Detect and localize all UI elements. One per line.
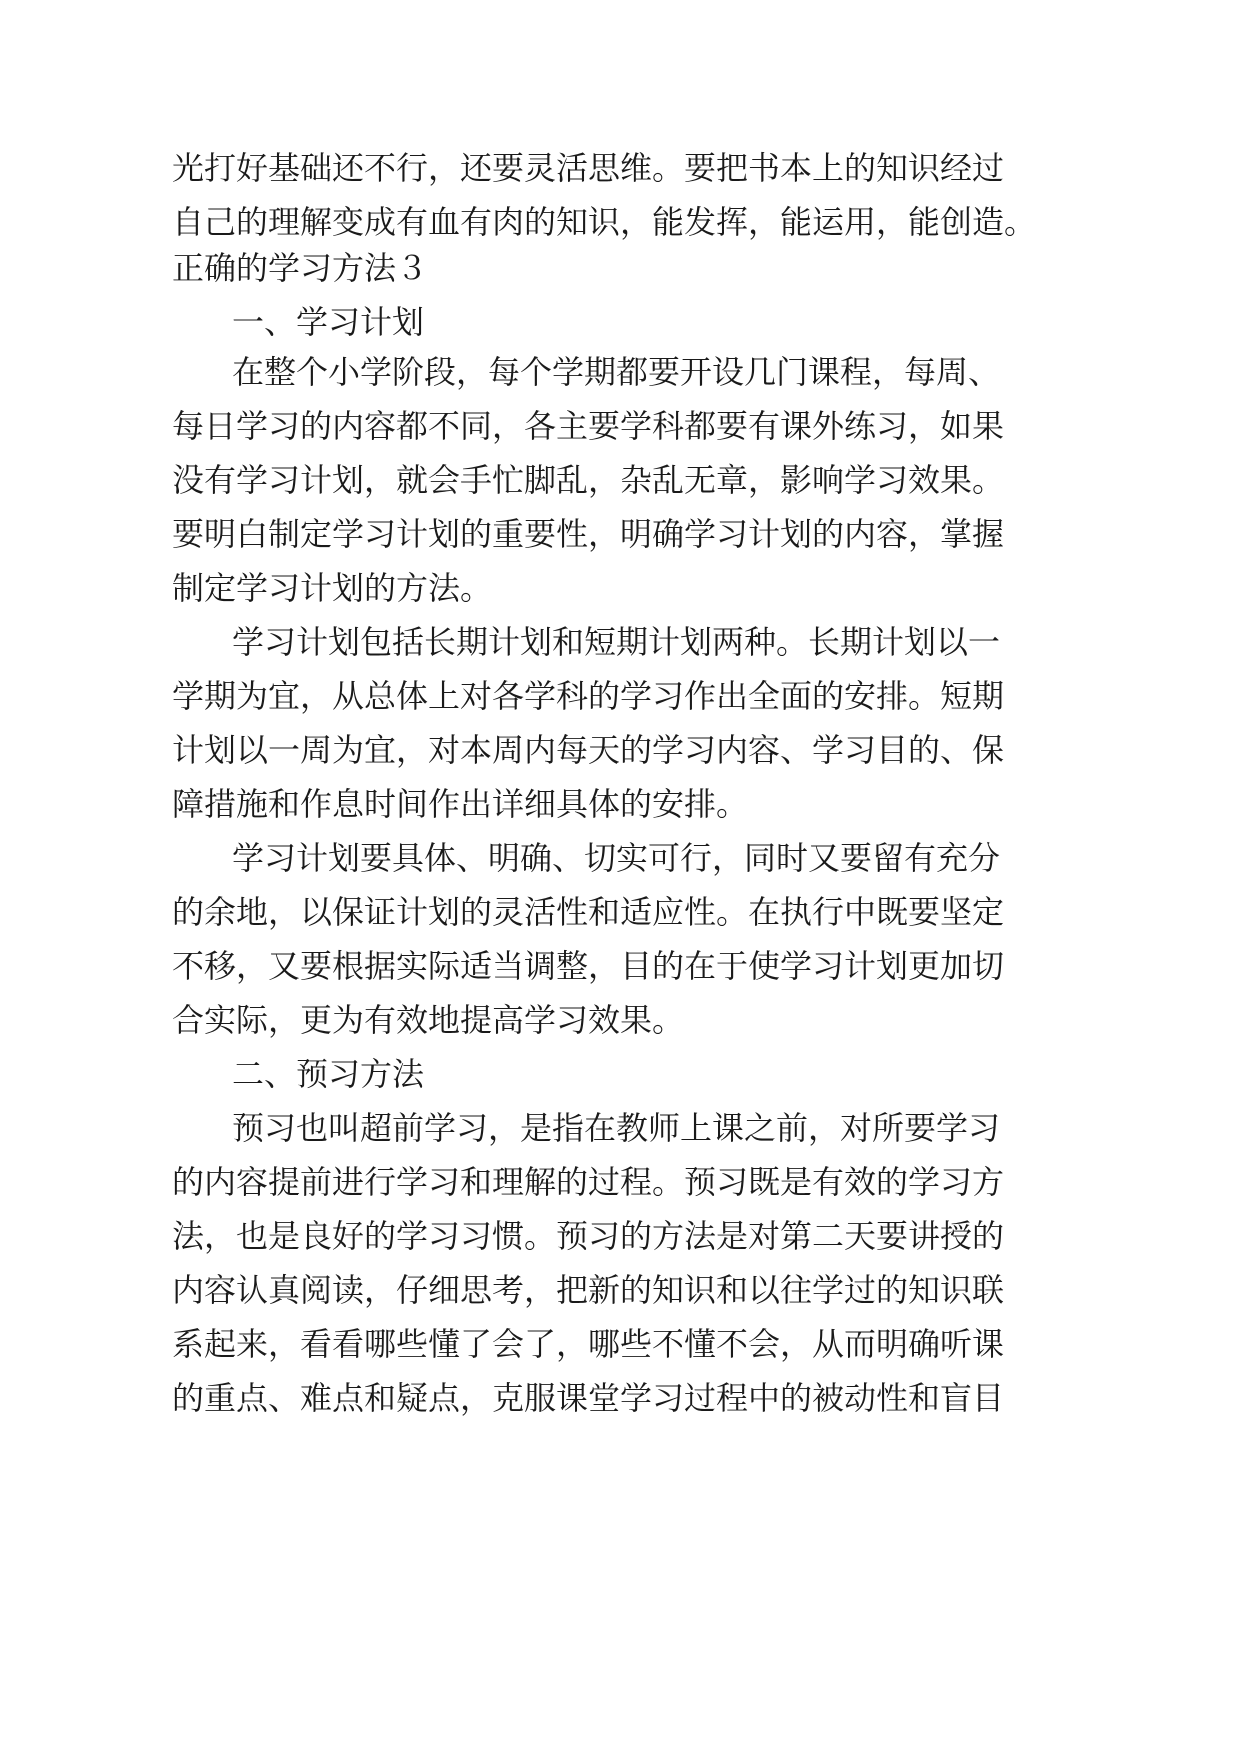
text-line: 的余地，以保证计划的灵活性和适应性。在执行中既要坚定	[172, 893, 1005, 931]
text-line: 障措施和作息时间作出详细具体的安排。	[172, 785, 749, 823]
text-line: 学习计划包括长期计划和短期计划两种。长期计划以一	[232, 623, 1001, 661]
text-line: 要明白制定学习计划的重要性，明确学习计划的内容，掌握	[172, 515, 1005, 553]
subsection-heading: 二、预习方法	[232, 1055, 425, 1093]
text-line: 预习也叫超前学习，是指在教师上课之前，对所要学习	[232, 1109, 1001, 1147]
text-line: 学期为宜，从总体上对各学科的学习作出全面的安排。短期	[172, 677, 1005, 715]
text-line: 合实际，更为有效地提高学习效果。	[172, 1001, 685, 1039]
text-line: 内容认真阅读，仔细思考，把新的知识和以往学过的知识联	[172, 1271, 1005, 1309]
subsection-heading: 一、学习计划	[232, 303, 425, 341]
text-line: 制定学习计划的方法。	[172, 569, 493, 607]
text-line: 系起来，看看哪些懂了会了，哪些不懂不会，从而明确听课	[172, 1325, 1005, 1363]
text-line: 学习计划要具体、明确、切实可行，同时又要留有充分	[232, 839, 1001, 877]
text-line: 光打好基础还不行，还要灵活思维。要把书本上的知识经过	[172, 149, 1005, 187]
text-line: 自己的理解变成有血有肉的知识，能发挥，能运用，能创造。	[172, 203, 1037, 241]
section-title: 正确的学习方法３	[172, 249, 429, 287]
text-line: 的内容提前进行学习和理解的过程。预习既是有效的学习方	[172, 1163, 1005, 1201]
text-line: 每日学习的内容都不同，各主要学科都要有课外练习，如果	[172, 407, 1005, 445]
text-line: 的重点、难点和疑点，克服课堂学习过程中的被动性和盲目	[172, 1379, 1005, 1417]
text-line: 没有学习计划，就会手忙脚乱，杂乱无章，影响学习效果。	[172, 461, 1005, 499]
text-line: 法，也是良好的学习习惯。预习的方法是对第二天要讲授的	[172, 1217, 1005, 1255]
text-line: 不移，又要根据实际适当调整，目的在于使学习计划更加切	[172, 947, 1005, 985]
text-line: 在整个小学阶段，每个学期都要开设几门课程，每周、	[232, 353, 1001, 391]
text-line: 计划以一周为宜，对本周内每天的学习内容、学习目的、保	[172, 731, 1005, 769]
